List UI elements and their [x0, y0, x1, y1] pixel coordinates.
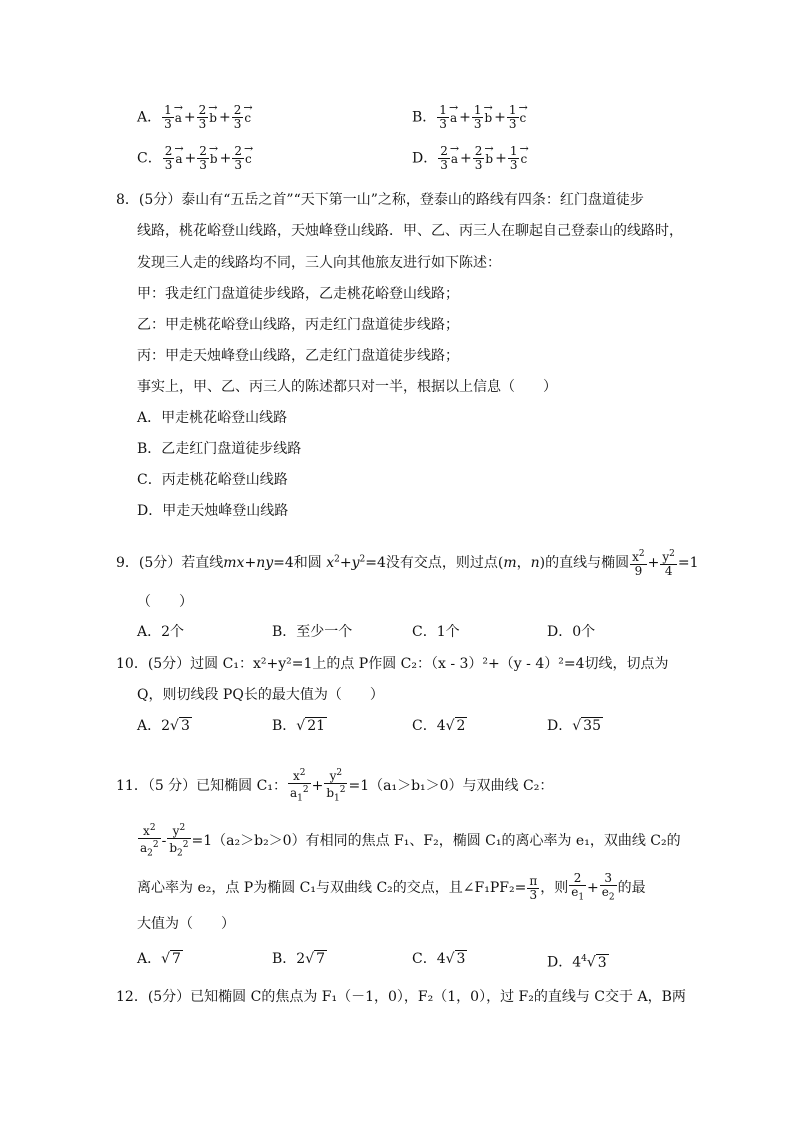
q11-option-c: C．4√ 3	[412, 951, 466, 967]
q8-option-b: B．乙走红门盘道徒步线路	[137, 441, 302, 457]
q8-line-5: 乙：甲走桃花峪登山线路，丙走红门盘道徒步线路；	[137, 317, 459, 333]
q9-option-a: A．2个	[137, 624, 185, 640]
radicand: 7	[316, 951, 326, 967]
q8-line-7: 事实上，甲、乙、丙三人的陈述都只对一半，根据以上信息（ ）	[137, 379, 557, 395]
q8-line-1: 8．(5分）泰山有“五岳之首”“天下第一山”之称，登泰山的路线有四条：红门盘道徒步	[116, 192, 644, 208]
q10-option-b: B．√ 21	[272, 718, 326, 734]
option-prefix: B．2	[272, 951, 306, 967]
option-label: B．	[412, 109, 437, 126]
q11-line-4: 大值为（ ）	[137, 916, 235, 932]
q9-mid3: )的直线与椭圆	[539, 555, 630, 571]
option-prefix: B．	[272, 718, 297, 734]
q11-line-2: $\frac{x^2}{a_2^2}$ - $\frac{y^2}{b_2^2}$ =1（a₂＞b₂＞0）有相同的焦点 F₁、F₂，椭圆 C₁的离心率为 e₁，双曲线 C₂的	[140, 823, 681, 859]
radicand: 2	[456, 718, 466, 734]
radicand: 3	[456, 951, 466, 967]
q11-line3b: ，则	[540, 880, 569, 897]
radicand: 7	[172, 951, 181, 967]
q11-line3c: 的最	[617, 880, 646, 897]
option-label: D．	[412, 150, 438, 167]
q9-option-b: B．至少一个	[272, 624, 353, 640]
q7-option-a: A． $\frac{1}{3}$ → a + $\frac{2}{3}$ → b + $\frac{2}{3}$ → c	[137, 104, 253, 131]
radicand: 35	[583, 718, 601, 734]
q11-option-b: B．2√ 7	[272, 951, 326, 967]
q9-mid1: =4和圆	[273, 555, 322, 571]
q9-stem: 9．(5分）若直线mx+ny=4和圆 $x^2+y^2=4$没有交点，则过点(m，n)的直线与椭圆 $\frac{x^2}{9}$ + $\frac{y^2}{4}$ =1	[116, 549, 699, 578]
q11-line-1: 11．（5 分）已知椭圆 C₁： $\frac{x^2}{a_1^2}$ + $\frac{y^2}{b_1^2}$ =1（a₁＞b₁＞0）与双曲线 C₂：	[116, 768, 554, 804]
q11-option-d: D．$4^4√$ 3	[547, 954, 607, 971]
q9-suffix: =1	[677, 555, 699, 571]
option-prefix: D．4	[547, 954, 582, 971]
q8-line-2: 线路，桃花峪登山线路，天烛峰登山线路．甲、乙、丙三人在聊起自己登泰山的线路时，	[137, 223, 683, 239]
option-prefix: A．	[137, 951, 162, 967]
radicand: 3	[597, 954, 607, 971]
q11-line3a: 离心率为 e₂，点 P为椭圆 C₁与双曲线 C₂的交点，且∠F₁PF₂=	[137, 880, 527, 897]
option-prefix: C．4	[412, 718, 446, 734]
option-label: A．	[137, 109, 162, 126]
option-prefix: A．2	[137, 718, 171, 734]
q7-option-d: D． $\frac{2}{3}$ → a + $\frac{2}{3}$ → b + $\frac{1}{3}$ → c	[412, 145, 529, 172]
q11-line1b: =1（a₁＞b₁＞0）与双曲线 C₂：	[348, 778, 554, 795]
option-prefix: D．	[547, 718, 573, 734]
q10-line-1: 10．(5分）过圆 C₁：x²+y²=1上的点 P作圆 C₂：（x - 3）²+（y - 4）²=4切线，切点为	[116, 656, 669, 672]
q8-line-4: 甲：我走红门盘道徒步线路，乙走桃花峪登山线路；	[137, 286, 459, 302]
q8-line-6: 丙：甲走天烛峰登山线路，乙走红门盘道徒步线路；	[137, 348, 459, 364]
q10-line-2: Q，则切线段 PQ长的最大值为（ ）	[137, 687, 384, 703]
q8-option-c: C．丙走桃花峪登山线路	[137, 472, 288, 488]
option-prefix: C．4	[412, 951, 446, 967]
q11-line1a: 11．（5 分）已知椭圆 C₁：	[116, 778, 287, 795]
q9-mid2: =4没有交点，则过点(	[365, 555, 504, 571]
q9-prefix: 9．(5分）若直线	[116, 555, 224, 571]
q11-line2: =1（a₂＞b₂＞0）有相同的焦点 F₁、F₂，椭圆 C₁的离心率为 e₁，双曲线 C₂的	[191, 833, 681, 850]
q10-option-c: C．4√ 2	[412, 718, 466, 734]
q9-option-c: C．1个	[412, 624, 460, 640]
q7-option-c: C． $\frac{2}{3}$ → a + $\frac{2}{3}$ → b + $\frac{2}{3}$ → c	[137, 145, 254, 172]
q10-option-d: D．√ 35	[547, 718, 601, 734]
q11-line-3: 离心率为 e₂，点 P为椭圆 C₁与双曲线 C₂的交点，且∠F₁PF₂= $\frac{\pi}{3}$ ，则 $\frac{2}{e_1}$ + $\frac{3}{e_2}$ 的最	[137, 871, 646, 903]
q8-option-a: A．甲走桃花峪登山线路	[137, 410, 288, 426]
radicand: 3	[180, 718, 190, 734]
q7-option-b: B． $\frac{1}{3}$ → a + $\frac{1}{3}$ → b + $\frac{1}{3}$ → c	[412, 104, 528, 131]
option-label: C．	[137, 150, 162, 167]
q9-paren: （ ）	[137, 594, 193, 610]
q9-option-d: D．0个	[547, 624, 596, 640]
q8-option-d: D．甲走天烛峰登山线路	[137, 503, 289, 519]
q10-option-a: A．2√ 3	[137, 718, 190, 734]
q12-line-1: 12．(5分）已知椭圆 C的焦点为 F₁（－1，0），F₂（1，0），过 F₂的直线与 C交于 A，B两	[116, 989, 686, 1005]
radicand: 21	[307, 718, 326, 734]
q8-line-3: 发现三人走的线路均不同，三人向其他旅友进行如下陈述：	[137, 255, 501, 271]
q11-option-a: A．√ 7	[137, 951, 181, 967]
